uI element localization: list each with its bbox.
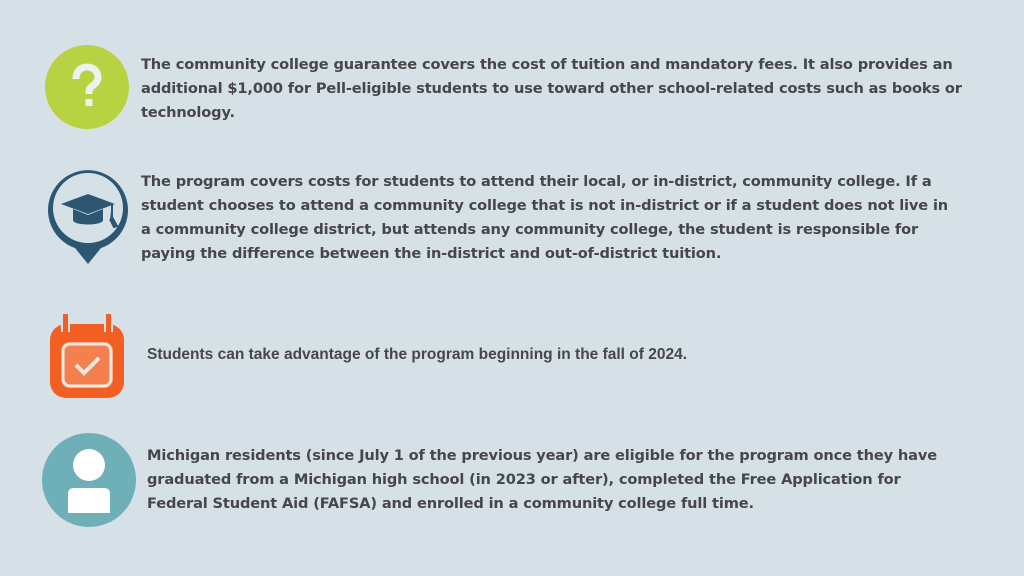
info-text: The community college guarantee covers the cost of tuition and mandatory fees. It also provides an additional $1,000 for Pell-eligible students to use toward other school-related costs such as books or technology. (141, 56, 962, 121)
person-icon (42, 433, 136, 527)
info-text: Michigan residents (since July 1 of the previous year) are eligible for the program once they have graduated from a Michigan high school (in 2023 or after), completed the Free Application for Federal Student Aid (FAFSA) and enrolled in a community college full time. (147, 447, 937, 512)
info-text: The program covers costs for students to attend their local, or in-district, community college. If a student chooses to attend a community college that is not in-district or if a student does not live in a community college district, but attends any community college, the student is responsible for paying the difference between the in-district and out-of-district tuition. (141, 173, 949, 262)
info-text: Students can take advantage of the program beginning in the fall of 2024. (147, 346, 688, 363)
calendar-check-icon (48, 312, 126, 400)
question-icon (45, 45, 129, 129)
graduation-cap-pin-icon (44, 164, 132, 268)
